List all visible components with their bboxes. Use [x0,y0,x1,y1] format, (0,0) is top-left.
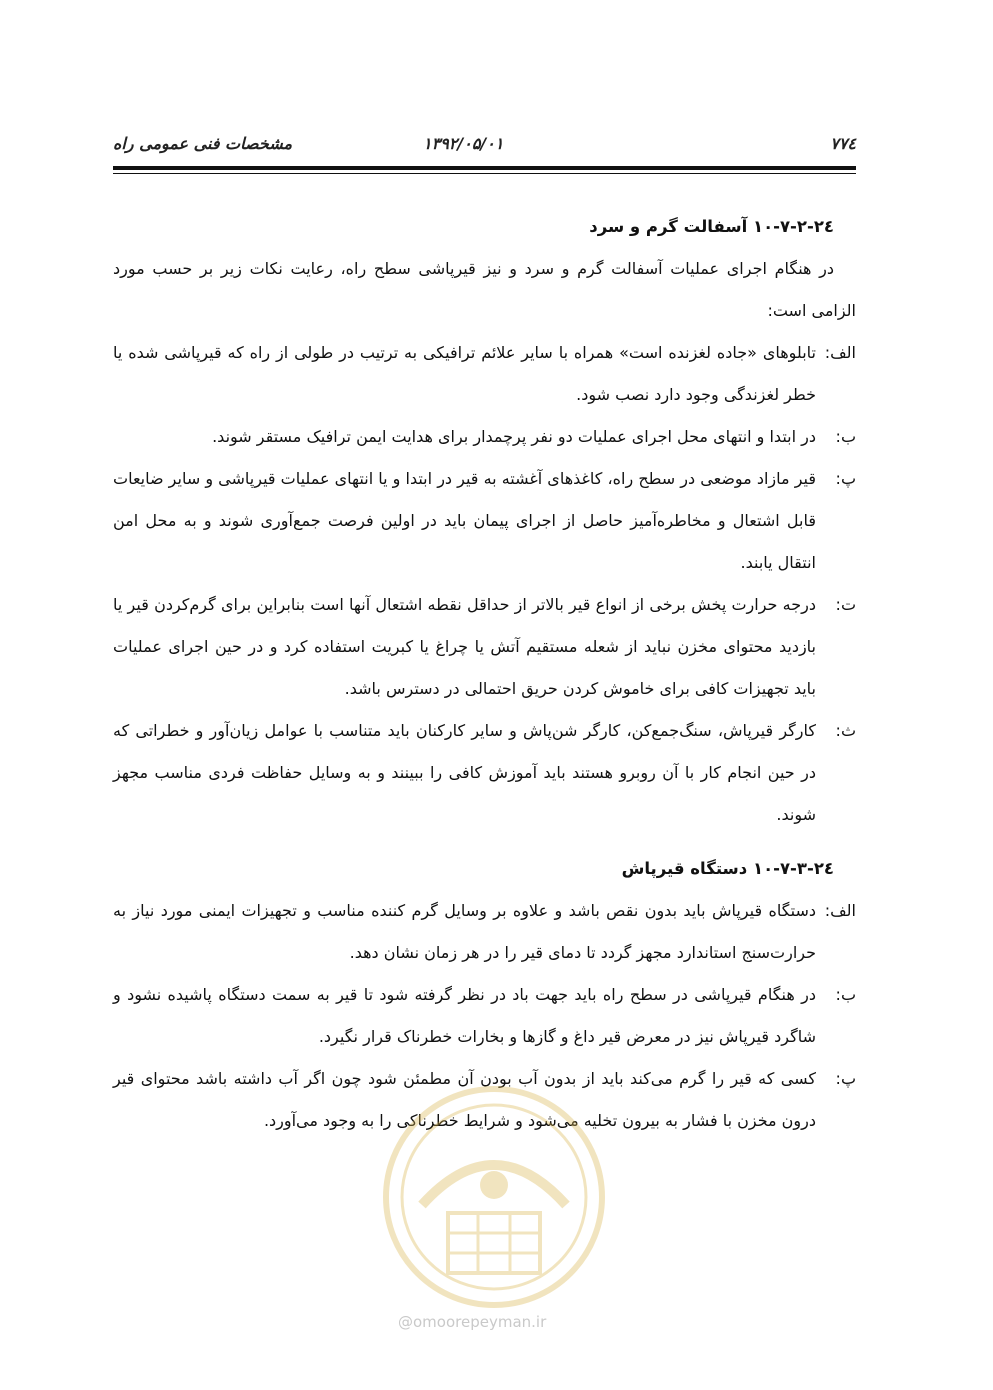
page-body [113,200,856,1142]
running-title: مشخصات فنی عمومی راه [113,134,293,153]
list-marker: ت: [835,595,856,614]
page-number: ۷۷٤ [830,134,856,153]
list-marker: الف: [824,343,856,362]
list-item [113,974,856,1058]
section-intro: در هنگام اجرای عملیات آسفالت گرم و سرد و نیز قیرپاشی سطح راه، رعایت نکات زیر بر حسب مورد الزامی است: [113,259,856,320]
page-header [113,128,856,158]
list-item [113,332,856,416]
list-marker: الف: [824,901,856,920]
list-marker: ث: [835,721,856,740]
list-text: تابلوهای «جاده لغزنده است» همراه با سایر علائم ترافیکی به ترتیب در طولی از راه که قیرپاشی شده یا خطر لغزندگی وجود دارد نصب شود. [113,343,816,404]
list-item [113,458,856,584]
list-text: در هنگام قیرپاشی در سطح راه باید جهت باد در نظر گرفته شود تا قیر به سمت دستگاه پاشیده نشود و شاگرد قیرپاش نیز در معرض قیر داغ و گازها و بخارات خطرناک قرار نگیرد. [113,985,816,1046]
seal-logo-icon [382,1085,607,1310]
list-item [113,416,856,458]
list-marker: پ: [835,1069,856,1088]
list-text: کسی که قیر را گرم می‌کند باید از بدون آب بودن آن مطمئن شود چون اگر آب داشته باشد محتوای قیر درون مخزن با فشار به بیرون تخلیه می‌شود و شرایط خطرناکی را به وجود می‌آورد. [113,1069,816,1130]
list-marker: ب: [835,427,856,446]
list-text: در ابتدا و انتهای محل اجرای عملیات دو نفر پرچمدار برای هدایت ایمن ترافیک مستقر شوند. [212,427,816,446]
list-marker: پ: [835,469,856,488]
list-item [113,710,856,836]
list-marker: ب: [835,985,856,1004]
list-text: درجه حرارت پخش برخی از انواع قیر بالاتر از حداقل نقطه اشتعال آنها است بنابراین برای گرم‌کردن قیر یا بازدید محتوای مخزن نباید از شعله مستقیم آتش یا چراغ یا کبریت استفاده کرد و در حین اجرای عملیات باید تجهیزات کافی برای خاموش کردن حریق احتمالی در دسترس باشد. [113,595,816,698]
section-heading: ۲٤-۱۰-۷-۲ آسفالت گرم و سرد [589,217,834,236]
section-heading: ۲٤-۱۰-۷-۳ دستگاه قیرپاش [621,859,834,878]
list-item [113,890,856,974]
list-text: قیر مازاد موضعی در سطح راه، کاغذهای آغشته به قیر در ابتدا و یا انتهای عملیات قیرپاشی و سایر ضایعات قابل اشتعال و مخاطره‌آمیز حاصل از اجرای پیمان باید در اولین فرصت جمع‌آوری شوند و به محل امن انتقال یابند. [113,469,816,572]
list-item [113,584,856,710]
header-rule-thin [113,173,856,174]
list-text: کارگر قیرپاش، سنگ‌جمع‌کن، کارگر شن‌پاش و سایر کارکنان باید متناسب با عوامل زیان‌آور و خطراتی که در حین انجام کار با آن روبرو هستند باید آموزش کافی را ببینند و به وسایل حفاظت فردی مناسب مجهز شوند. [113,721,816,824]
watermark-text: @omoorepeyman.ir [398,1313,547,1331]
header-date: ۱۳۹۲/۰۵/۰۱ [423,134,504,153]
header-rule-thick [113,166,856,170]
list-text: دستگاه قیرپاش باید بدون نقص باشد و علاوه بر وسایل گرم کننده مناسب و تجهیزات ایمنی مورد نیاز به حرارت‌سنج استاندارد مجهز گردد تا دمای قیر را در هر زمان نشان دهد. [113,901,816,962]
